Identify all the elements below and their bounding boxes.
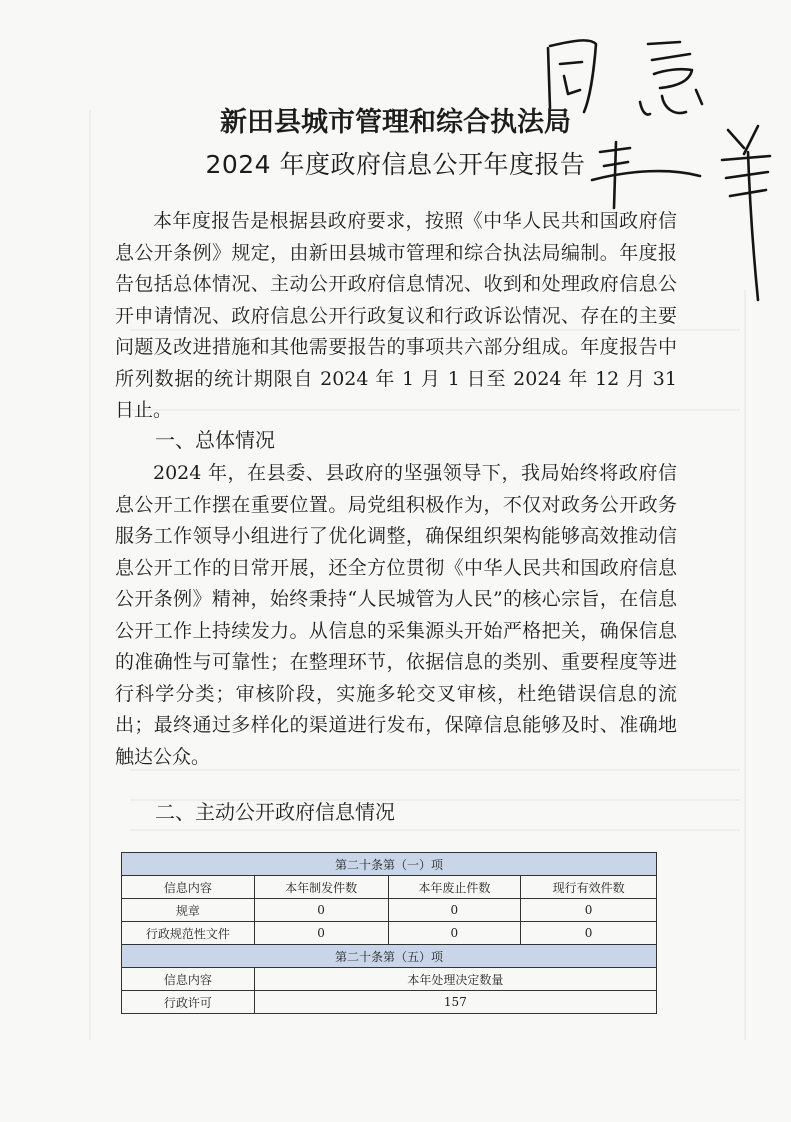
- table-header-cell: 本年废止件数: [388, 876, 521, 899]
- table-cell: 0: [388, 922, 521, 945]
- table-cell: 0: [388, 899, 521, 922]
- table-cell-label: 规章: [122, 899, 255, 922]
- table-header-cell: 现行有效件数: [521, 876, 657, 899]
- table-header-cell: 信息内容: [122, 968, 255, 991]
- table-cell: 157: [254, 991, 656, 1014]
- table-cell: 0: [521, 899, 657, 922]
- table-cell-label: 行政规范性文件: [122, 922, 255, 945]
- section-heading-overview: 一、总体情况: [155, 428, 275, 452]
- table-header-row: [122, 876, 657, 899]
- table-header-cell: 信息内容: [122, 876, 255, 899]
- table-header-cell: 本年处理决定数量: [254, 968, 656, 991]
- table-band-article-20-1: 第二十条第（一）项: [122, 853, 657, 876]
- table-cell: 0: [254, 899, 388, 922]
- table-band-article-20-5: 第二十条第（五）项: [122, 945, 657, 968]
- overview-paragraph: 2024 年，在县委、县政府的坚强领导下，我局始终将政府信息公开工作摆在重要位置。局党组积极作为，不仅对政务公开政务服务工作领导小组进行了优化调整，确保组织架构能够高效推动信息公开工作的日常开展，还全方位贯彻《中华人民共和国政府信息公开条例》精神，始终秉持“人民城管为人民”的核心宗旨，在信息公开工作上持续发力。从信息的采集源头开始严格把关，确保信息的准确性与可靠性；在整理环节，依据信息的类别、重要程度等进行科学分类；审核阶段，实施多轮交叉审核，杜绝错误信息的流出；最终通过多样化的渠道进行发布，保障信息能够及时、准确地触达公众。: [115, 462, 677, 768]
- table-row: [122, 991, 657, 1014]
- table-row: [122, 922, 657, 945]
- table-row: [122, 899, 657, 922]
- handwritten-signature: [530, 30, 780, 320]
- proactive-disclosure-table: [121, 852, 657, 1014]
- table-band-row: [122, 853, 657, 876]
- table-cell-label: 行政许可: [122, 991, 255, 1014]
- table-header-cell: 本年制发件数: [254, 876, 388, 899]
- table-cell: 0: [521, 922, 657, 945]
- report-title-agency: 新田县城市管理和综合执法局: [220, 107, 571, 138]
- table-header-row: [122, 968, 657, 991]
- report-title-year: 2024 年度政府信息公开年度报告: [205, 150, 586, 179]
- intro-paragraph: 本年度报告是根据县政府要求，按照《中华人民共和国政府信息公开条例》规定，由新田县城市管理和综合执法局编制。年度报告包括总体情况、主动公开政府信息情况、收到和处理政府信息公开申请情况、政府信息公开行政复议和行政诉讼情况、存在的主要问题及改进措施和其他需要报告的事项共六部分组成。年度报告中所列数据的统计期限自 2024 年 1 月 1 日至 2024 年 12 月 31 日止。: [115, 210, 677, 421]
- table-band-row: [122, 945, 657, 968]
- table-cell: 0: [254, 922, 388, 945]
- section-heading-proactive-disclosure: 二、主动公开政府信息情况: [155, 800, 395, 824]
